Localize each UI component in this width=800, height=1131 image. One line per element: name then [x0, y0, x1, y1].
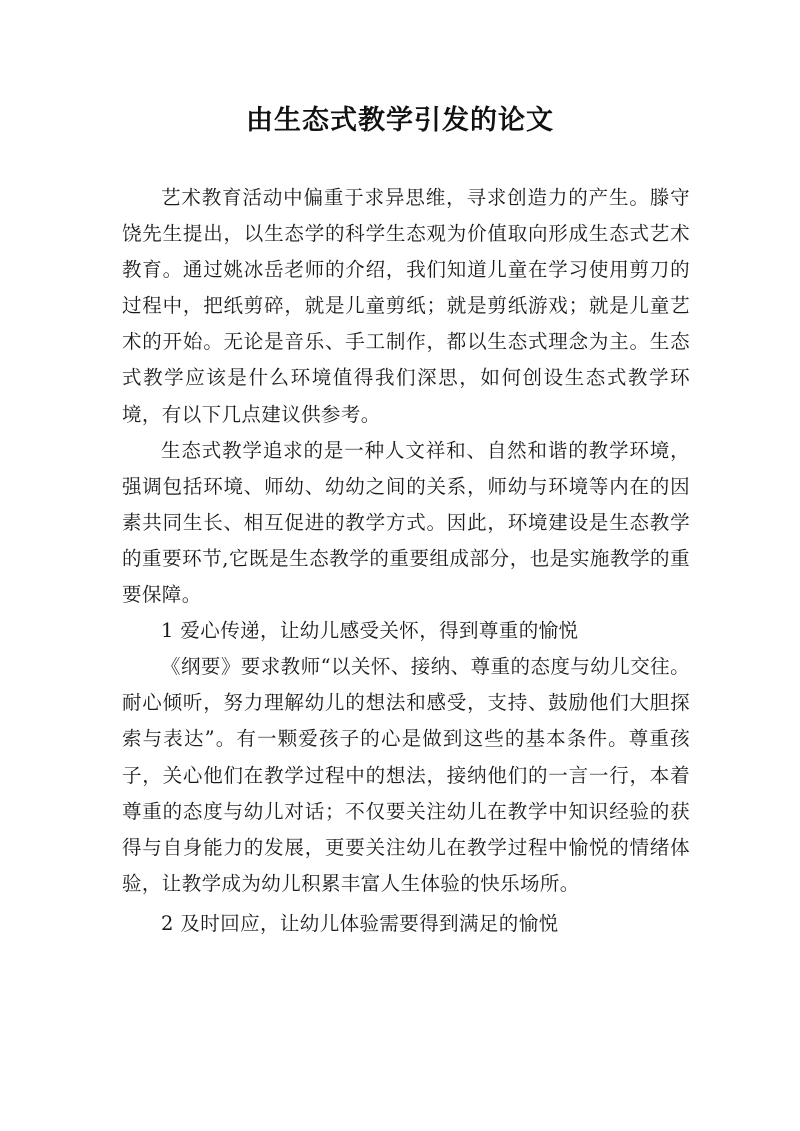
paragraph-environment: 生态式教学追求的是一种人文祥和、自然和谐的教学环境，强调包括环境、师幼、幼幼之间的关系，师幼与环境等内在的因素共同生长、相互促进的教学方式。因此，环境建设是生态教学的重要环节,它既是生态教学的重要组成部分，也是实施教学的重要保障。 — [122, 438, 690, 607]
document-title: 由生态式教学引发的论文 — [246, 105, 554, 136]
paragraph-guideline: 《纲要》要求教师“以关怀、接纳、尊重的态度与幼儿交往。耐心倾听，努力理解幼儿的想法和感受，支持、鼓励他们大胆探索与表达”。有一颗爱孩子的心是做到这些的基本条件。尊重孩子，关心他们在教学过程中的想法，接纳他们的一言一行，本着尊重的态度与幼儿对话；不仅要关注幼儿在教学中知识经验的获得与自身能力的发展，更要关注幼儿在教学过程中愉悦的情绪体验，让教学成为幼儿积累丰富人生体验的快乐场所。 — [122, 655, 690, 895]
paragraph-intro: 艺术教育活动中偏重于求异思维，寻求创造力的产生。滕守饶先生提出，以生态学的科学生态观为价值取向形成生态式艺术教育。通过姚冰岳老师的介绍，我们知道儿童在学习使用剪刀的过程中，把纸剪碎，就是儿童剪纸；就是剪纸游戏；就是儿童艺术的开始。无论是音乐、手工制作，都以生态式理念为主。生态式教学应该是什么环境值得我们深思，如何创设生态式教学环境，有以下几点建议供参考。 — [122, 186, 690, 426]
section-heading-2: 2 及时回应，让幼儿体验需要得到满足的愉悦 — [161, 911, 559, 935]
section-heading-1: 1 爱心传递，让幼儿感受关怀，得到尊重的愉悦 — [161, 619, 579, 643]
document-body — [122, 180, 690, 942]
